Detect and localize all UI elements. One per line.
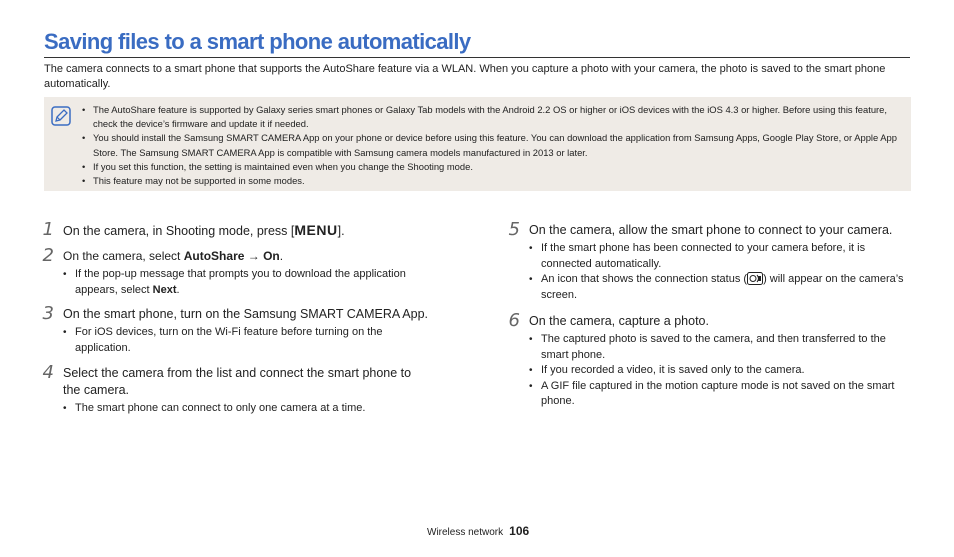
step-text: On the smart phone, turn on the Samsung SMART CAMERA App. bbox=[63, 307, 429, 321]
autoshare-connection-icon bbox=[747, 272, 763, 285]
step-text: On the camera, allow the smart phone to connect to your camera. bbox=[529, 223, 893, 237]
footer-section: Wireless network bbox=[427, 527, 504, 538]
step-5 bbox=[496, 219, 911, 303]
steps-left-column bbox=[30, 219, 430, 417]
step-1 bbox=[30, 219, 430, 240]
page-number: 106 bbox=[509, 524, 530, 538]
note-list bbox=[82, 103, 908, 188]
step-sub-item: • A GIF file captured in the motion capture mode is not saved on the smart phone. bbox=[529, 379, 911, 410]
step-sub-item: • If the pop-up message that prompts you to download the application appears, select Next. bbox=[63, 267, 430, 298]
step-number: 3 bbox=[42, 303, 54, 324]
step-3 bbox=[30, 303, 430, 356]
step-sub-item: • The captured photo is saved to the camera, and then transferred to the smart phone. bbox=[529, 332, 911, 363]
step-number: 5 bbox=[508, 219, 520, 240]
step-text: On the camera, capture a photo. bbox=[529, 314, 709, 328]
note-item: • The AutoShare feature is supported by Galaxy series smart phones or Galaxy Tab models with the Android 2.2 OS or higher or iOS devices with the iOS 4.3 or higher. Before using this feature, check the device’s firmware and update it if needed. bbox=[82, 103, 908, 131]
steps-right-column bbox=[496, 219, 911, 410]
step-6 bbox=[496, 310, 911, 410]
step-text: On the camera, in Shooting mode, press [MENU]. bbox=[63, 222, 345, 238]
page-title: Saving files to a smart phone automatically bbox=[44, 28, 910, 58]
intro-paragraph: The camera connects to a smart phone that supports the AutoShare feature via a WLAN. When you capture a photo with your camera, the photo is saved to the smart phone automatically. bbox=[44, 63, 886, 90]
note-item: • If you set this function, the setting is maintained even when you change the Shooting mode. bbox=[82, 160, 908, 174]
step-text: Select the camera from the list and connect the smart phone to the camera. bbox=[63, 366, 412, 397]
step-number: 6 bbox=[508, 310, 520, 331]
note-item: • This feature may not be supported in some modes. bbox=[82, 174, 908, 188]
step-2 bbox=[30, 245, 430, 298]
step-sub-item: • The smart phone can connect to only one camera at a time. bbox=[63, 401, 430, 417]
step-sub-item: • For iOS devices, turn on the Wi-Fi feature before turning on the application. bbox=[63, 325, 430, 356]
pencil-note-icon bbox=[51, 106, 71, 126]
step-text: On the camera, select AutoShare → On. bbox=[63, 249, 284, 263]
step-number: 1 bbox=[42, 219, 54, 240]
menu-key-label: MENU bbox=[294, 222, 338, 238]
step-sub-item: • An icon that shows the connection status ( ) will appear on the camera’s screen. bbox=[529, 272, 911, 303]
step-number: 4 bbox=[42, 362, 54, 383]
page-footer bbox=[427, 524, 529, 538]
note-box bbox=[44, 97, 911, 191]
step-number: 2 bbox=[42, 245, 54, 266]
step-sub-item: • If the smart phone has been connected to your camera before, it is connected automatically. bbox=[529, 241, 911, 272]
step-sub-item: • If you recorded a video, it is saved only to the camera. bbox=[529, 363, 911, 379]
note-item: • You should install the Samsung SMART CAMERA App on your phone or device before using this feature. You can download the application from Samsung Apps, Google Play Store, or Apple App Store. The Samsung SMART CAMERA App is compatible with Samsung camera models manufactured in 2013 or later. bbox=[82, 131, 908, 159]
step-4 bbox=[30, 362, 430, 417]
